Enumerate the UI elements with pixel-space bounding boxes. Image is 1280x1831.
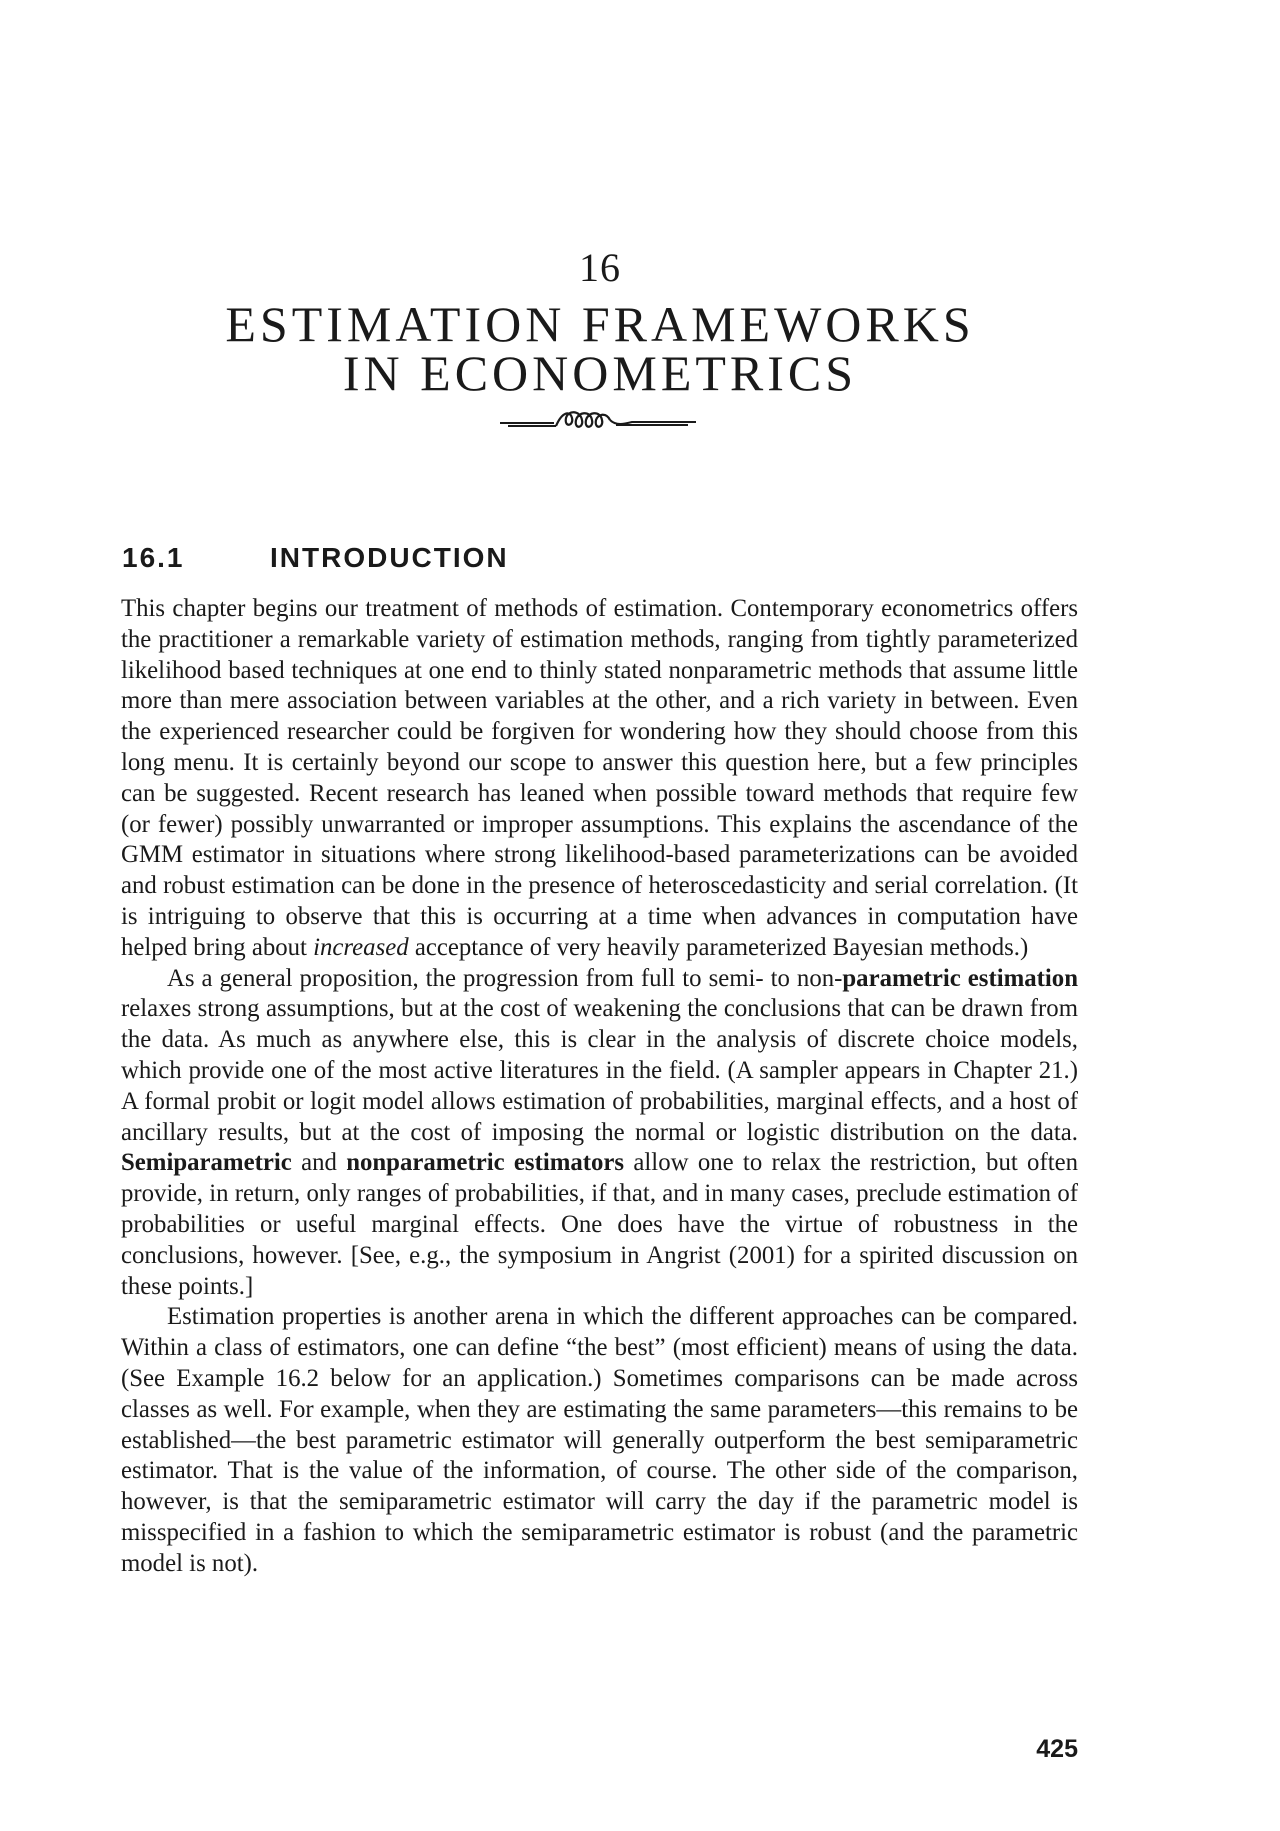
paragraph-1-text-a: This chapter begins our treatment of methods of estimation. Contemporary econometrics offers the practitioner a remarkable variety of estimation methods, ranging from tightly parameterized likelihood based techniques at one end to thinly stated nonparametric methods that assume little more than mere association between variables at the other, and a rich variety in between. Even the experienced researcher could be forgiven for wondering how they should choose from this long menu. It is certainly beyond our scope to answer this question here, but a few principles can be suggested. Recent research has leaned when possible toward methods that require few (or fewer) possibly unwarranted or improper assumptions. This explains the ascendance of the GMM estimator in situations where strong likelihood-based parameterizations can be avoided and robust estimation can be done in the presence of heteroscedasticity and serial correlation. (It is intriguing to observe that this is occurring at a time when advances in computation have helped bring about (121, 595, 1078, 961)
paragraph-1-emphasis: increased (313, 933, 409, 961)
paragraph-2-text-c: and (291, 1149, 347, 1177)
chapter-title-line-1: ESTIMATION FRAMEWORKS (225, 296, 975, 352)
body-text (121, 594, 1078, 1580)
chapter-title-line-2: IN ECONOMETRICS (342, 345, 858, 401)
chapter-number: 16 (579, 245, 621, 290)
section-number: 16.1 (122, 542, 185, 573)
paragraph-1 (121, 594, 1078, 964)
ornament-divider (498, 406, 698, 432)
chapter-title (0, 296, 1200, 401)
paragraph-2-text-a: As a general proposition, the progression from full to semi- to non- (167, 964, 843, 992)
paragraph-3: Estimation properties is another arena in which the different approaches can be compared. Within a class of estimators, one can define “the best” (most efficient) means of using the data. (See Example 16.2 below for an application.) Sometimes comparisons can be made across classes as well. For example, when they are estimating the same parameters—this remains to be established—the best parametric estimator will generally outperform the best semiparametric estimator. That is the value of the information, of course. The other side of the comparison, however, is that the semiparametric estimator will carry the day if the parametric model is misspecified in a fashion to which the semiparametric estimator is robust (and the parametric model is not). (121, 1303, 1078, 1577)
section-title: INTRODUCTION (270, 542, 509, 573)
term-nonparametric-estimators: nonparametric estimators (346, 1149, 625, 1177)
page-number: 425 (1036, 1735, 1078, 1763)
paragraph-2-text-b: relaxes strong assumptions, but at the cost of weakening the conclusions that can be drawn from the data. As much as anywhere else, this is clear in the analysis of discrete choice models, which provide one of the most active literatures in the field. (A sampler appears in Chapter 21.) A formal probit or logit model allows estimation of probabilities, marginal effects, and a host of ancillary results, but at the cost of imposing the normal or logistic distribution on the data. (121, 995, 1078, 1146)
term-semiparametric: Semiparametric (121, 1149, 292, 1177)
term-parametric-estimation: parametric estimation (842, 964, 1078, 992)
paragraph-1-text-b: acceptance of very heavily parameterized Bayesian methods.) (408, 933, 1029, 961)
section-heading (122, 542, 509, 574)
paragraph-2 (121, 964, 1078, 1303)
paragraph-2-text-d: allow one to relax the restriction, but often provide, in return, only ranges of probabilities, if that, and in many cases, preclude estimation of probabilities or useful marginal effects. One does have the virtue of robustness in the conclusions, however. [See, e.g., the symposium in Angrist (2001) for a spirited discussion on these points.] (121, 1149, 1079, 1300)
